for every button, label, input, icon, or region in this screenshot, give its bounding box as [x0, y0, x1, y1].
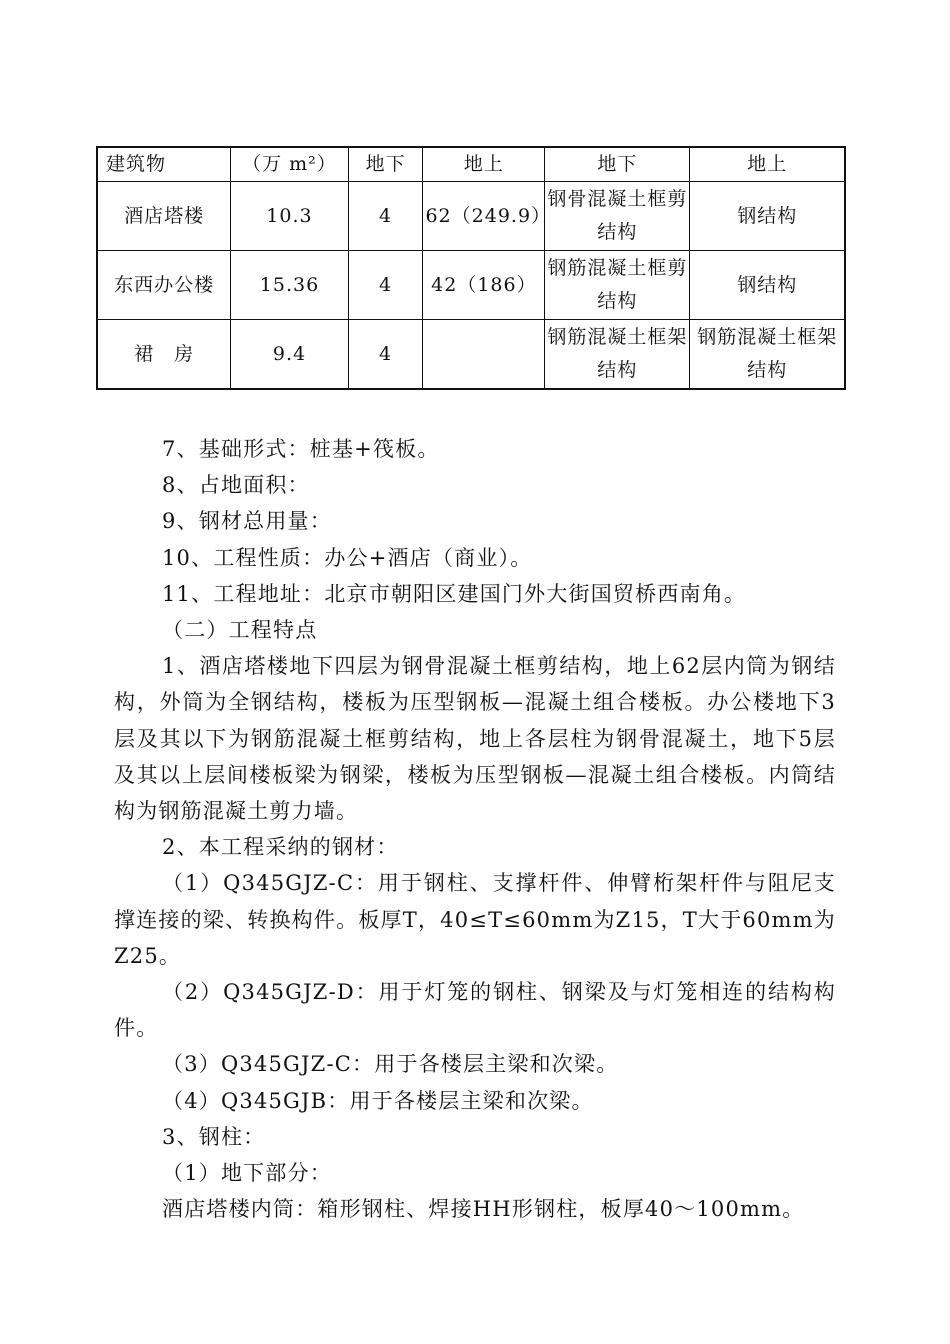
section-heading: （二）工程特点 [162, 618, 318, 643]
table-cell: 钢结构 [690, 251, 845, 320]
table-cell: 42（186） [423, 251, 545, 320]
paragraph-site-area: 8、占地面积： [162, 473, 310, 498]
table-cell: 钢筋混凝土框剪结构 [545, 251, 690, 320]
paragraph-foundation: 7、基础形式：桩基+筏板。 [162, 437, 440, 461]
paragraph-structure: 1、酒店塔楼地下四层为钢骨混凝土框剪结构，地上62层内筒为钢结构，外筒为全钢结构，楼板为压型钢板—混凝土组合楼板。办公楼地下3层及其以下为钢筋混凝土框剪结构，地上各层柱为钢骨混凝土，地下5层及其以上层间楼板梁为钢梁，楼板为压型钢板—混凝土组合楼板。内筒结构为钢筋混凝土剪力墙。 [114, 654, 836, 824]
paragraph-material-1: （1）Q345GJZ-C：用于钢柱、支撑杆件、伸臂桁架杆件与阻尼支撑连接的梁、转换构件。板厚T，40≤T≤60mm为Z15，T大于60mm为Z25。 [114, 871, 836, 968]
paragraph-steel-columns: 3、钢柱： [162, 1124, 266, 1149]
table-cell: 钢筋混凝土框架结构 [690, 320, 845, 390]
header-cell: 地下 [545, 147, 690, 182]
table-cell: 钢骨混凝土框剪结构 [545, 182, 690, 251]
table-cell: 62（249.9） [423, 182, 545, 251]
header-cell: 地上 [423, 147, 545, 182]
paragraph-material-2: （2）Q345GJZ-D：用于灯笼的钢柱、钢梁及与灯笼相连的结构构件。 [114, 980, 836, 1041]
table-cell: 东西办公楼 [97, 251, 231, 320]
table-cell: 钢结构 [690, 182, 845, 251]
paragraph-material-3: （3）Q345GJZ-C：用于各楼层主梁和次梁。 [162, 1052, 619, 1077]
table-cell: 15.36 [231, 251, 349, 320]
building-spec-table [96, 146, 846, 390]
table-cell: 4 [348, 251, 423, 320]
table-cell: 钢筋混凝土框架结构 [545, 320, 690, 390]
table-cell [423, 320, 545, 390]
header-cell: 建筑物 [97, 147, 231, 182]
table-cell: 裙 房 [97, 320, 231, 390]
table-cell: 4 [348, 182, 423, 251]
paragraph-hotel-core: 酒店塔楼内筒：箱形钢柱、焊接HH形钢柱，板厚40～100mm。 [162, 1197, 805, 1222]
header-cell: （万 m²） [231, 147, 349, 182]
paragraph-material-4: （4）Q345GJB：用于各楼层主梁和次梁。 [162, 1088, 594, 1113]
table-row [97, 182, 845, 251]
paragraph-steel-total: 9、钢材总用量： [162, 509, 332, 534]
body-text [114, 431, 836, 1227]
paragraph-project-nature: 10、工程性质：办公+酒店（商业）。 [162, 545, 533, 570]
paragraph-steel-materials: 2、本工程采纳的钢材： [162, 835, 399, 860]
table-cell: 4 [348, 320, 423, 390]
table-header-row [97, 147, 845, 182]
paragraph-underground: （1）地下部分： [162, 1161, 332, 1186]
table-cell: 10.3 [231, 182, 349, 251]
header-cell: 地上 [690, 147, 845, 182]
table-row [97, 251, 845, 320]
table-cell: 9.4 [231, 320, 349, 390]
header-cell: 地下 [348, 147, 423, 182]
table-cell: 酒店塔楼 [97, 182, 231, 251]
paragraph-project-address: 11、工程地址：北京市朝阳区建国门外大街国贸桥西南角。 [162, 581, 747, 606]
table-row [97, 320, 845, 390]
